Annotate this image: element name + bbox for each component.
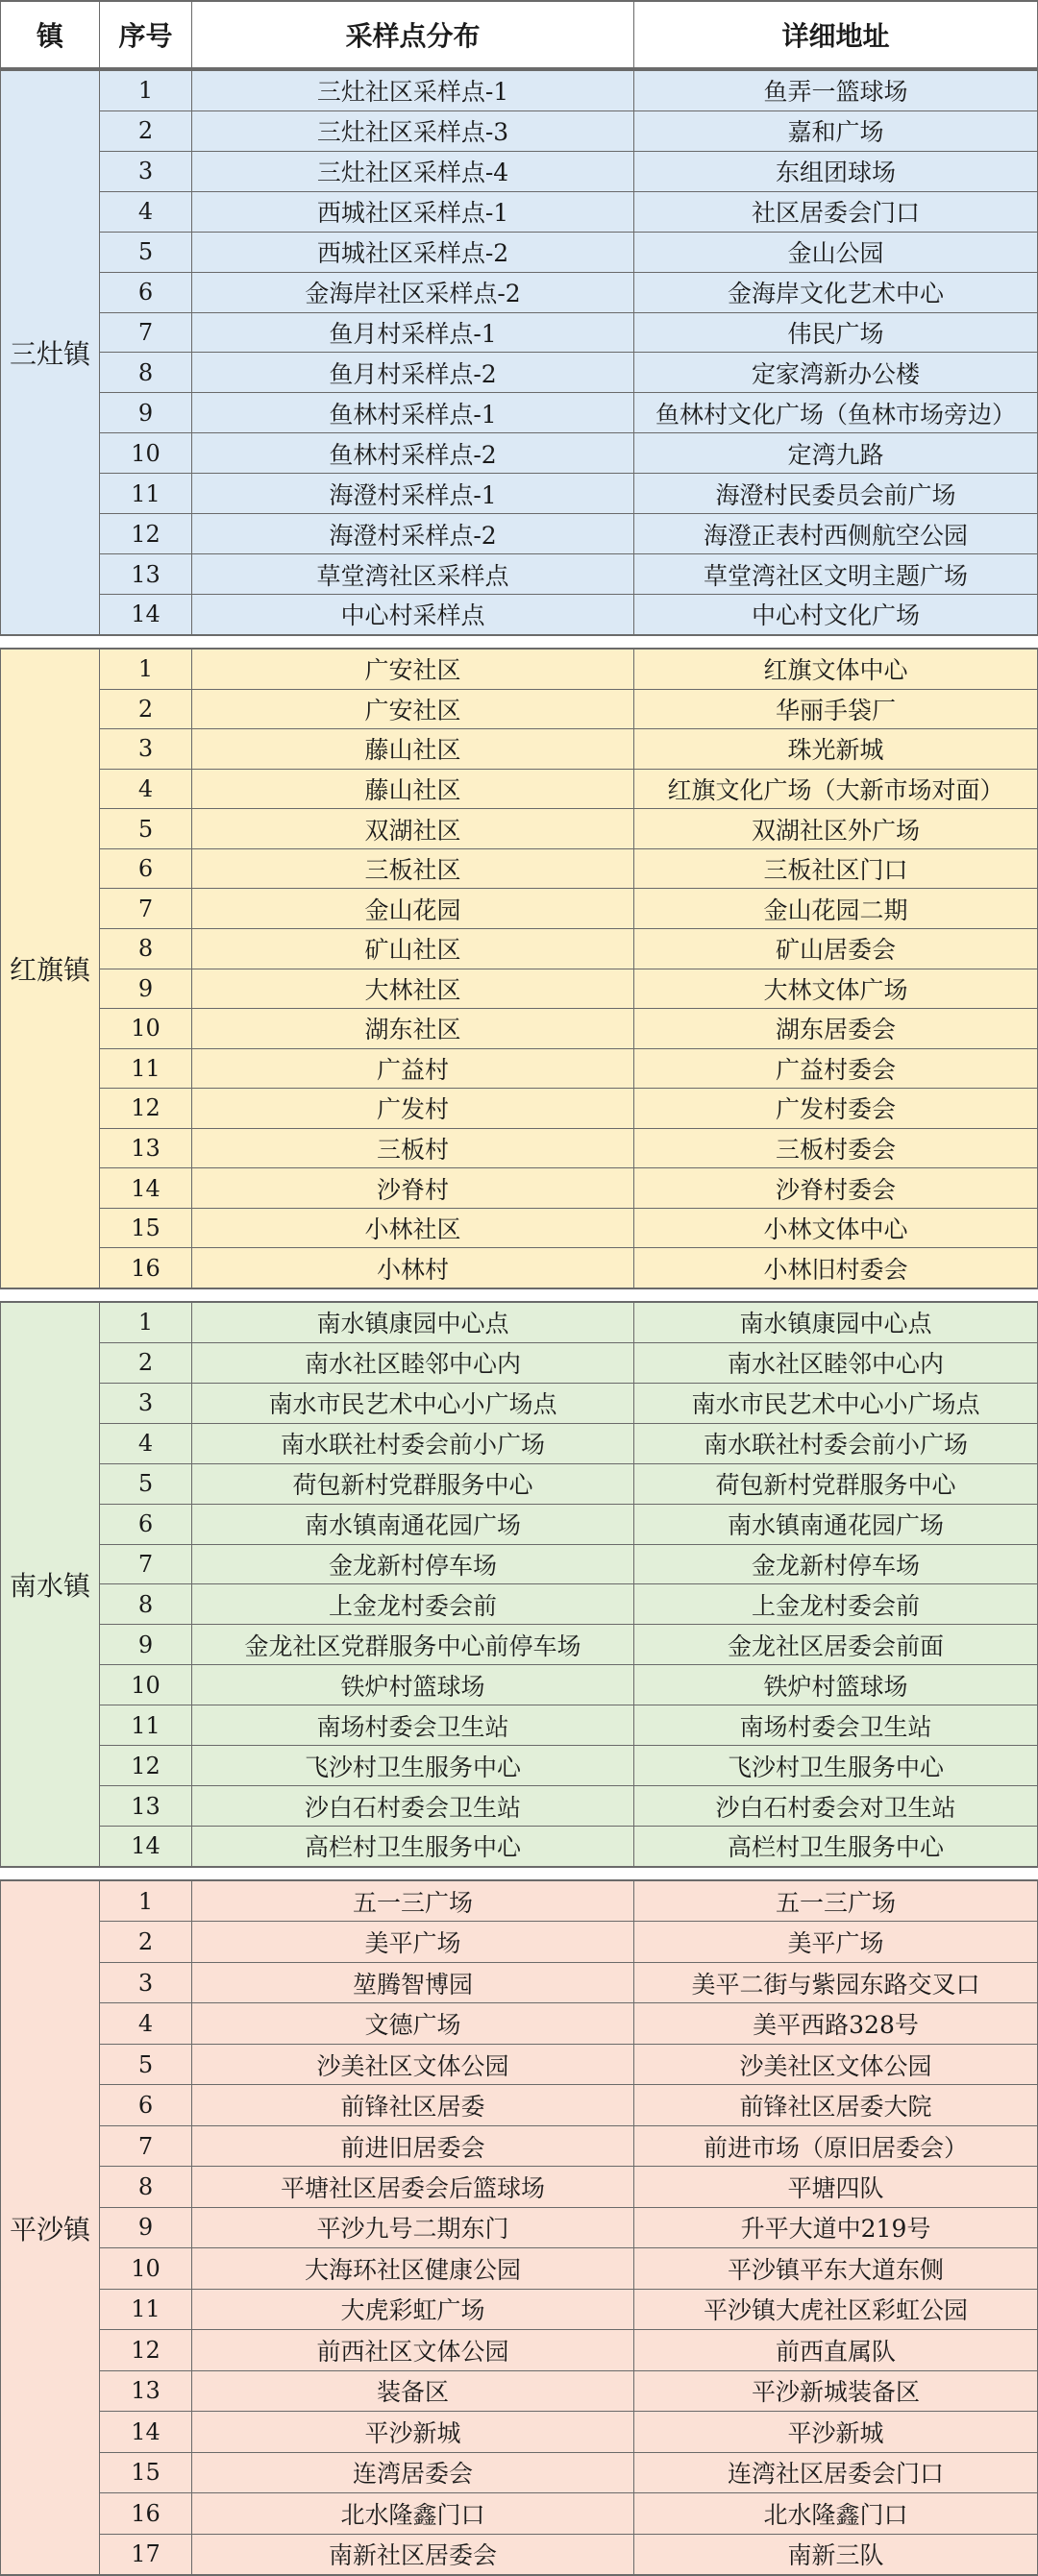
site-name: 三板村 (192, 1129, 634, 1168)
row-index: 11 (100, 474, 192, 513)
site-name: 大虎彩虹广场 (192, 2290, 634, 2329)
table-row (100, 1209, 1038, 1249)
site-name: 南水镇南通花园广场 (192, 1505, 634, 1544)
section-rows (100, 1881, 1038, 2574)
row-index: 14 (100, 1827, 192, 1866)
site-address: 沙脊村委会 (634, 1168, 1038, 1208)
site-name: 海澄村采样点-1 (192, 474, 634, 513)
site-name: 小林社区 (192, 1209, 634, 1248)
site-name: 藤山社区 (192, 729, 634, 769)
row-index: 11 (100, 1705, 192, 1745)
site-address: 金山公园 (634, 233, 1038, 272)
row-index: 9 (100, 2208, 192, 2247)
row-index: 13 (100, 1129, 192, 1168)
site-name: 前进旧居委会 (192, 2126, 634, 2166)
site-address: 前锋社区居委大院 (634, 2085, 1038, 2124)
section-rows (100, 650, 1038, 1288)
table-row (100, 192, 1038, 233)
site-address: 金龙新村停车场 (634, 1545, 1038, 1584)
site-address: 南新三队 (634, 2535, 1038, 2574)
site-name: 金龙新村停车场 (192, 1545, 634, 1584)
site-name: 南水联社村委会前小广场 (192, 1424, 634, 1463)
row-index: 6 (100, 273, 192, 312)
row-index: 5 (100, 1464, 192, 1504)
row-index: 8 (100, 2167, 192, 2206)
row-index: 1 (100, 650, 192, 689)
site-address: 三板社区门口 (634, 849, 1038, 889)
site-name: 小林村 (192, 1248, 634, 1288)
site-address: 中心村文化广场 (634, 595, 1038, 634)
row-index: 6 (100, 1505, 192, 1544)
site-address: 红旗文化广场（大新市场对面） (634, 770, 1038, 809)
row-index: 17 (100, 2535, 192, 2574)
section-rows (100, 71, 1038, 634)
table-row (100, 809, 1038, 849)
table-row (100, 1089, 1038, 1129)
table-row (100, 1963, 1038, 2003)
site-address: 飞沙村卫生服务中心 (634, 1746, 1038, 1785)
site-name: 三灶社区采样点-3 (192, 111, 634, 151)
table-row (100, 2371, 1038, 2412)
row-index: 10 (100, 2248, 192, 2288)
site-name: 藤山社区 (192, 770, 634, 809)
site-address: 海澄正表村西侧航空公园 (634, 514, 1038, 553)
site-address: 上金龙村委会前 (634, 1584, 1038, 1624)
site-name: 广安社区 (192, 690, 634, 729)
site-address: 南水社区睦邻中心内 (634, 1343, 1038, 1383)
row-index: 10 (100, 1665, 192, 1705)
site-address: 平沙新城 (634, 2412, 1038, 2451)
table-row (100, 770, 1038, 810)
site-address: 金龙社区居委会前面 (634, 1625, 1038, 1664)
row-index: 7 (100, 2126, 192, 2166)
row-index: 11 (100, 2290, 192, 2329)
site-name: 上金龙村委会前 (192, 1584, 634, 1624)
table-row (100, 2535, 1038, 2574)
row-index: 5 (100, 233, 192, 272)
site-name: 三灶社区采样点-4 (192, 152, 634, 191)
site-name: 五一三广场 (192, 1881, 634, 1921)
table-row (100, 1746, 1038, 1786)
site-address: 嘉和广场 (634, 111, 1038, 151)
row-index: 16 (100, 1248, 192, 1288)
site-address: 北水隆鑫门口 (634, 2493, 1038, 2533)
site-address: 前进市场（原旧居委会） (634, 2126, 1038, 2166)
row-index: 14 (100, 1168, 192, 1208)
row-index: 13 (100, 1786, 192, 1826)
section-pingsha (0, 1879, 1038, 2576)
site-name: 金海岸社区采样点-2 (192, 273, 634, 312)
table-row (100, 2493, 1038, 2534)
site-name: 文德广场 (192, 2003, 634, 2043)
site-address: 平塘四队 (634, 2167, 1038, 2206)
site-address: 红旗文体中心 (634, 650, 1038, 689)
table-row (100, 929, 1038, 969)
table-row (100, 514, 1038, 554)
table-row (100, 1464, 1038, 1505)
site-address: 社区居委会门口 (634, 192, 1038, 232)
table-row (100, 1248, 1038, 1288)
site-name: 三灶社区采样点-1 (192, 71, 634, 110)
header-address: 详细地址 (634, 2, 1038, 67)
section-rows (100, 1303, 1038, 1866)
site-address: 三板村委会 (634, 1129, 1038, 1168)
row-index: 3 (100, 152, 192, 191)
row-index: 5 (100, 2045, 192, 2084)
row-index: 9 (100, 393, 192, 432)
site-name: 广安社区 (192, 650, 634, 689)
site-address: 沙白石村委会对卫生站 (634, 1786, 1038, 1826)
site-name: 铁炉村篮球场 (192, 1665, 634, 1705)
site-name: 金山花园 (192, 889, 634, 928)
site-name: 连湾居委会 (192, 2453, 634, 2492)
row-index: 11 (100, 1049, 192, 1089)
table-row (100, 1922, 1038, 1962)
site-name: 鱼月村采样点-2 (192, 353, 634, 392)
site-address: 平沙镇大虎社区彩虹公园 (634, 2290, 1038, 2329)
table-row (100, 2412, 1038, 2452)
table-row (100, 1881, 1038, 1922)
table-row (100, 1705, 1038, 1746)
row-index: 3 (100, 1384, 192, 1423)
site-name: 沙白石村委会卫生站 (192, 1786, 634, 1826)
table-row (100, 1786, 1038, 1827)
town-name: 红旗镇 (0, 650, 100, 1288)
row-index: 3 (100, 729, 192, 769)
row-index: 14 (100, 2412, 192, 2451)
site-address: 广发村委会 (634, 1089, 1038, 1128)
table-row (100, 1009, 1038, 1049)
site-name: 平沙新城 (192, 2412, 634, 2451)
site-name: 中心村采样点 (192, 595, 634, 634)
row-index: 10 (100, 1009, 192, 1048)
site-name: 平沙九号二期东门 (192, 2208, 634, 2247)
table-header (0, 0, 1038, 69)
site-name: 矿山社区 (192, 929, 634, 969)
table-row (100, 849, 1038, 890)
site-name: 飞沙村卫生服务中心 (192, 1746, 634, 1785)
site-name: 草堂湾社区采样点 (192, 554, 634, 594)
site-address: 沙美社区文体公园 (634, 2045, 1038, 2084)
row-index: 13 (100, 2371, 192, 2411)
site-name: 湖东社区 (192, 1009, 634, 1048)
table-row (100, 1545, 1038, 1585)
table-row (100, 1168, 1038, 1209)
table-row (100, 1049, 1038, 1090)
table-row (100, 1343, 1038, 1384)
row-index: 1 (100, 71, 192, 110)
table-row (100, 1505, 1038, 1545)
site-address: 小林旧村委会 (634, 1248, 1038, 1288)
site-name: 南场村委会卫生站 (192, 1705, 634, 1745)
site-name: 装备区 (192, 2371, 634, 2411)
table-row (100, 393, 1038, 433)
site-address: 五一三广场 (634, 1881, 1038, 1921)
row-index: 6 (100, 849, 192, 889)
site-address: 南水镇康园中心点 (634, 1303, 1038, 1342)
site-name: 荷包新村党群服务中心 (192, 1464, 634, 1504)
site-address: 南水联社村委会前小广场 (634, 1424, 1038, 1463)
site-address: 连湾社区居委会门口 (634, 2453, 1038, 2492)
header-index: 序号 (100, 2, 192, 67)
site-address: 金海岸文化艺术中心 (634, 273, 1038, 312)
row-index: 1 (100, 1303, 192, 1342)
row-index: 15 (100, 2453, 192, 2492)
site-name: 西城社区采样点-1 (192, 192, 634, 232)
site-name: 海澄村采样点-2 (192, 514, 634, 553)
site-name: 平塘社区居委会后篮球场 (192, 2167, 634, 2206)
site-address: 升平大道中219号 (634, 2208, 1038, 2247)
site-address: 前西直属队 (634, 2330, 1038, 2369)
table-row (100, 2330, 1038, 2370)
site-name: 沙脊村 (192, 1168, 634, 1208)
table-row (100, 2290, 1038, 2330)
site-name: 南水镇康园中心点 (192, 1303, 634, 1342)
row-index: 4 (100, 192, 192, 232)
table-row (100, 2003, 1038, 2044)
site-address: 平沙镇平东大道东侧 (634, 2248, 1038, 2288)
site-name: 大林社区 (192, 969, 634, 1009)
row-index: 2 (100, 111, 192, 151)
site-address: 平沙新城装备区 (634, 2371, 1038, 2411)
site-address: 高栏村卫生服务中心 (634, 1827, 1038, 1866)
site-address: 美平二街与紫园东路交叉口 (634, 1963, 1038, 2002)
site-name: 三板社区 (192, 849, 634, 889)
site-address: 华丽手袋厂 (634, 690, 1038, 729)
site-name: 鱼月村采样点-1 (192, 313, 634, 353)
row-index: 12 (100, 1746, 192, 1785)
section-nanshui (0, 1301, 1038, 1868)
site-address: 小林文体中心 (634, 1209, 1038, 1248)
site-address: 美平西路328号 (634, 2003, 1038, 2043)
table-row (100, 2167, 1038, 2207)
site-address: 南水市民艺术中心小广场点 (634, 1384, 1038, 1423)
site-address: 鱼林村文化广场（鱼林市场旁边） (634, 393, 1038, 432)
row-index: 6 (100, 2085, 192, 2124)
row-index: 9 (100, 1625, 192, 1664)
row-index: 13 (100, 554, 192, 594)
table-row (100, 969, 1038, 1010)
table-row (100, 650, 1038, 690)
site-name: 沙美社区文体公园 (192, 2045, 634, 2084)
table-row (100, 729, 1038, 770)
site-name: 北水隆鑫门口 (192, 2493, 634, 2533)
site-address: 伟民广场 (634, 313, 1038, 353)
site-name: 南新社区居委会 (192, 2535, 634, 2574)
table-row (100, 2126, 1038, 2167)
table-row (100, 71, 1038, 111)
site-name: 广益村 (192, 1049, 634, 1089)
table-row (100, 474, 1038, 514)
site-name: 金龙社区党群服务中心前停车场 (192, 1625, 634, 1664)
row-index: 2 (100, 1922, 192, 1961)
site-name: 南水市民艺术中心小广场点 (192, 1384, 634, 1423)
site-address: 广益村委会 (634, 1049, 1038, 1089)
table-row (100, 1384, 1038, 1424)
row-index: 1 (100, 1881, 192, 1921)
site-address: 金山花园二期 (634, 889, 1038, 928)
row-index: 2 (100, 1343, 192, 1383)
row-index: 7 (100, 1545, 192, 1584)
site-name: 堃腾智博园 (192, 1963, 634, 2002)
header-town: 镇 (0, 2, 100, 67)
table-row (100, 111, 1038, 152)
table-row (100, 889, 1038, 929)
table-row (100, 1625, 1038, 1665)
site-name: 前锋社区居委 (192, 2085, 634, 2124)
table-row (100, 353, 1038, 393)
site-address: 荷包新村党群服务中心 (634, 1464, 1038, 1504)
row-index: 3 (100, 1963, 192, 2002)
row-index: 5 (100, 809, 192, 848)
row-index: 4 (100, 2003, 192, 2043)
town-name: 平沙镇 (0, 1881, 100, 2574)
site-address: 珠光新城 (634, 729, 1038, 769)
site-address: 南场村委会卫生站 (634, 1705, 1038, 1745)
table-row (100, 1129, 1038, 1169)
table-row (100, 2045, 1038, 2085)
site-name: 广发村 (192, 1089, 634, 1128)
table-row (100, 433, 1038, 474)
table-row (100, 313, 1038, 354)
row-index: 14 (100, 595, 192, 634)
site-address: 大林文体广场 (634, 969, 1038, 1009)
site-name: 鱼林村采样点-1 (192, 393, 634, 432)
site-name: 鱼林村采样点-2 (192, 433, 634, 473)
table-row (100, 1424, 1038, 1464)
site-address: 美平广场 (634, 1922, 1038, 1961)
row-index: 10 (100, 433, 192, 473)
table-row (100, 1665, 1038, 1705)
row-index: 12 (100, 1089, 192, 1128)
site-address: 矿山居委会 (634, 929, 1038, 969)
site-name: 双湖社区 (192, 809, 634, 848)
town-name: 三灶镇 (0, 71, 100, 634)
table-row (100, 152, 1038, 192)
site-address: 定家湾新办公楼 (634, 353, 1038, 392)
row-index: 16 (100, 2493, 192, 2533)
site-address: 海澄村民委员会前广场 (634, 474, 1038, 513)
site-address: 东组团球场 (634, 152, 1038, 191)
site-name: 大海环社区健康公园 (192, 2248, 634, 2288)
town-name: 南水镇 (0, 1303, 100, 1866)
site-address: 双湖社区外广场 (634, 809, 1038, 848)
site-address: 铁炉村篮球场 (634, 1665, 1038, 1705)
table-row (100, 1303, 1038, 1343)
table-row (100, 1827, 1038, 1866)
table-row (100, 1584, 1038, 1625)
table-row (100, 2453, 1038, 2493)
table-row (100, 554, 1038, 595)
section-hongqi (0, 648, 1038, 1289)
row-index: 4 (100, 1424, 192, 1463)
table-row (100, 233, 1038, 273)
row-index: 8 (100, 929, 192, 969)
header-site: 采样点分布 (192, 2, 634, 67)
row-index: 7 (100, 889, 192, 928)
row-index: 7 (100, 313, 192, 353)
site-name: 前西社区文体公园 (192, 2330, 634, 2369)
table-row (100, 2085, 1038, 2125)
table-row (100, 2208, 1038, 2248)
row-index: 12 (100, 514, 192, 553)
site-address: 草堂湾社区文明主题广场 (634, 554, 1038, 594)
row-index: 4 (100, 770, 192, 809)
section-sanzao (0, 69, 1038, 636)
site-name: 高栏村卫生服务中心 (192, 1827, 634, 1866)
site-address: 南水镇南通花园广场 (634, 1505, 1038, 1544)
row-index: 9 (100, 969, 192, 1009)
site-name: 美平广场 (192, 1922, 634, 1961)
row-index: 2 (100, 690, 192, 729)
row-index: 15 (100, 1209, 192, 1248)
row-index: 8 (100, 1584, 192, 1624)
table-row (100, 273, 1038, 313)
site-address: 定湾九路 (634, 433, 1038, 473)
site-address: 湖东居委会 (634, 1009, 1038, 1048)
site-name: 西城社区采样点-2 (192, 233, 634, 272)
site-name: 南水社区睦邻中心内 (192, 1343, 634, 1383)
site-address: 鱼弄一篮球场 (634, 71, 1038, 110)
table-row (100, 595, 1038, 634)
row-index: 12 (100, 2330, 192, 2369)
row-index: 8 (100, 353, 192, 392)
table-row (100, 2248, 1038, 2289)
table-row (100, 690, 1038, 730)
